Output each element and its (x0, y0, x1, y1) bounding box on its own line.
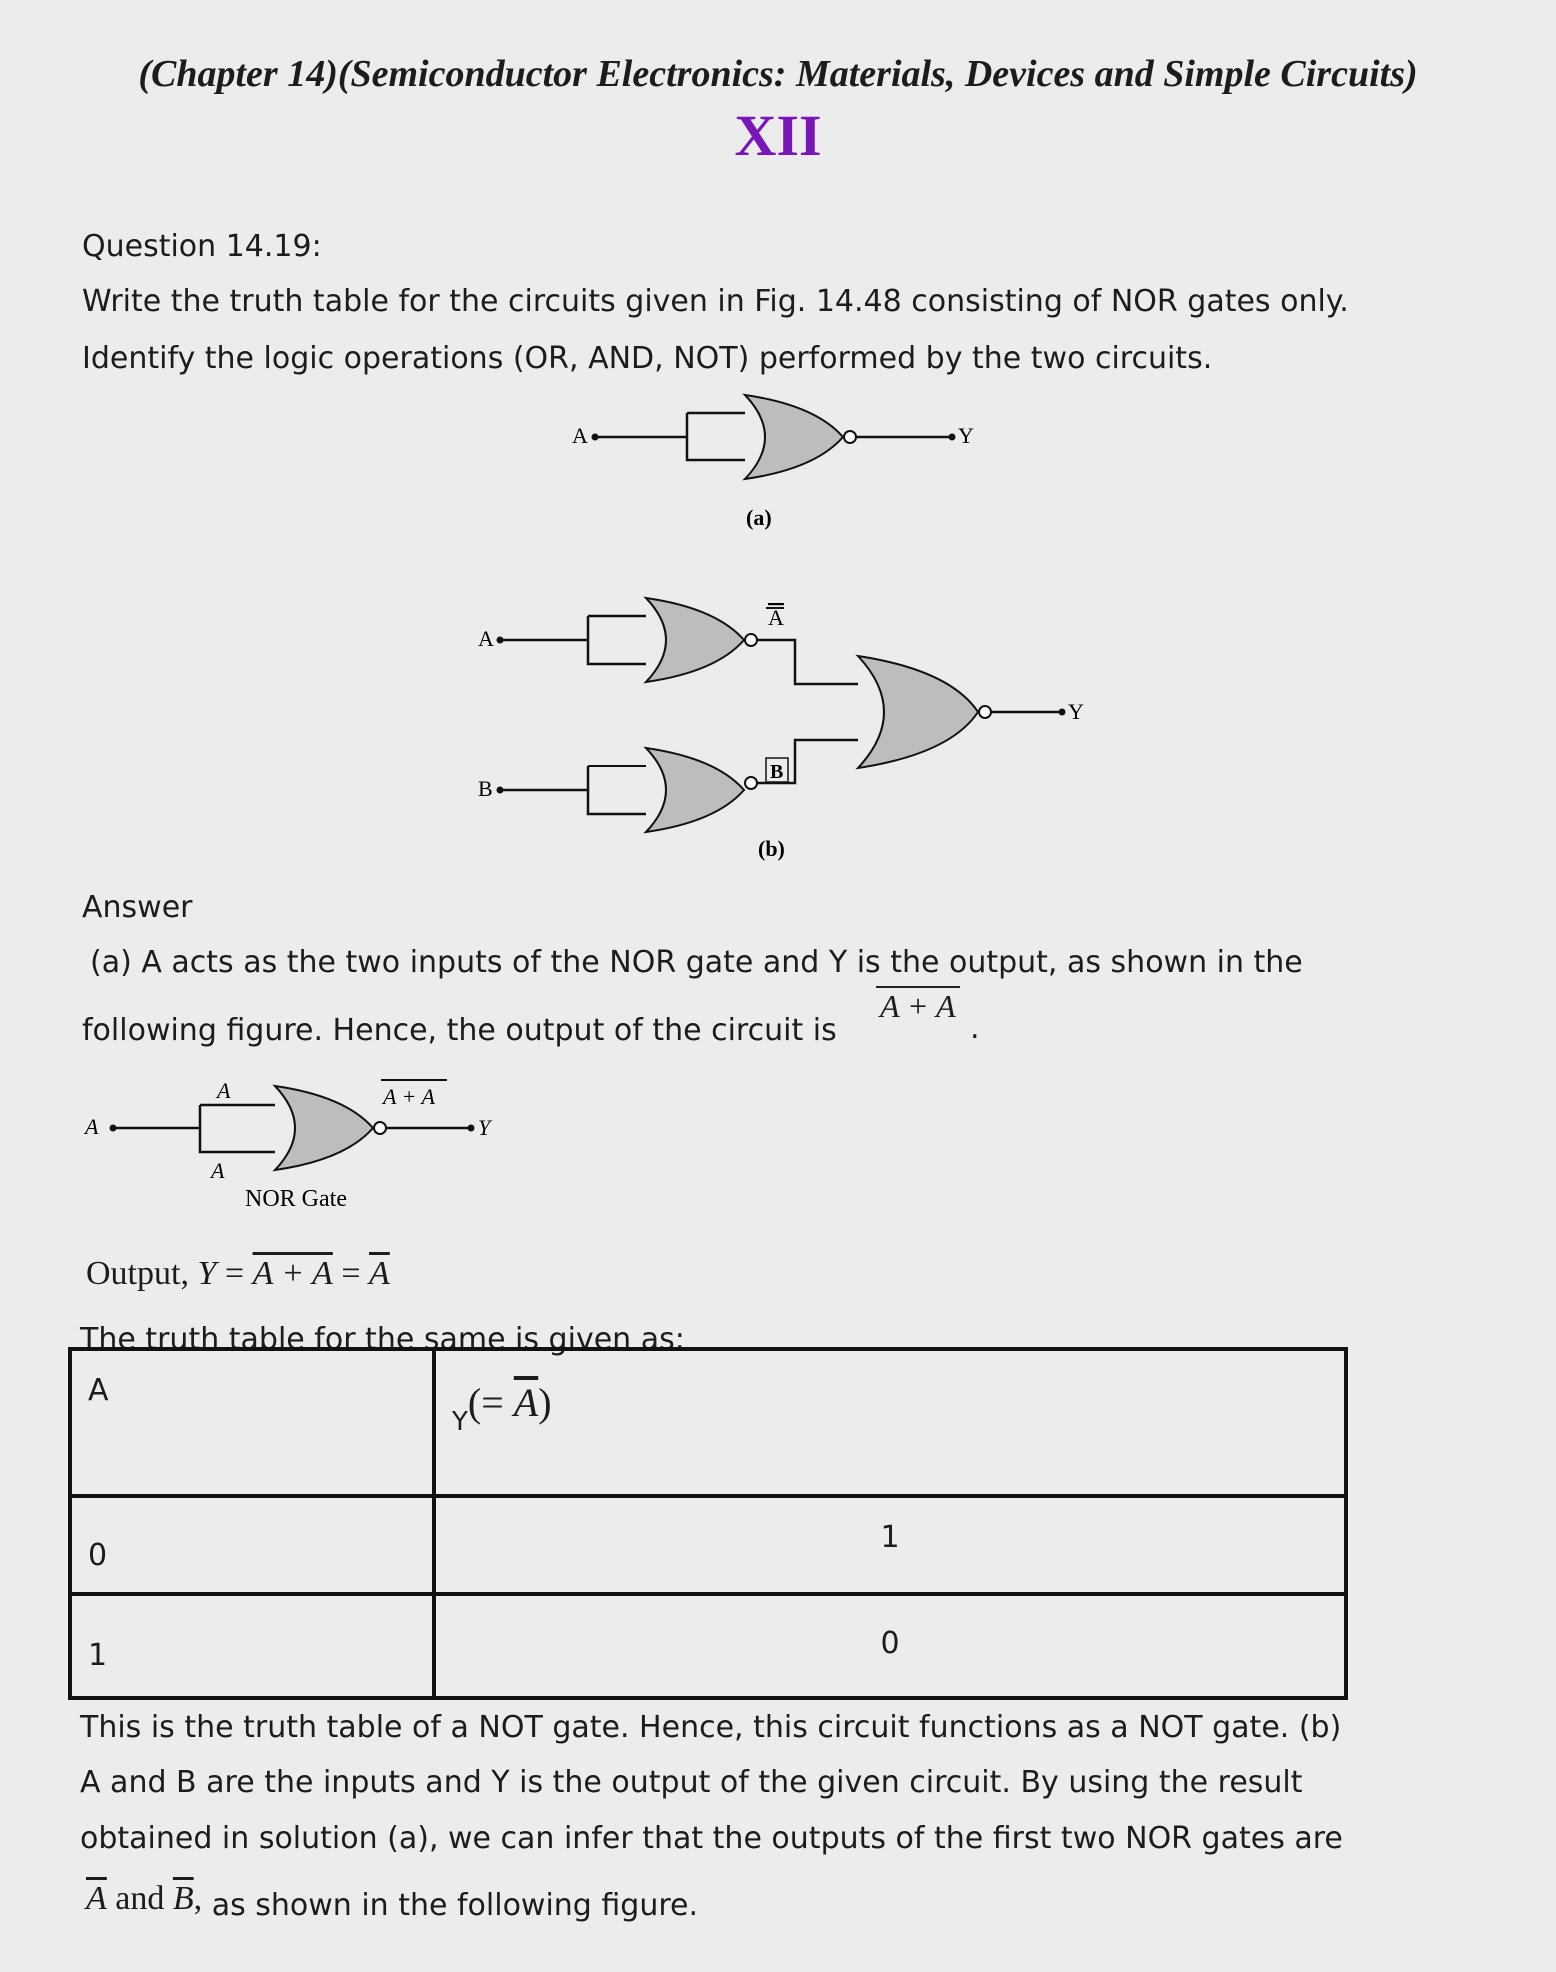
table-row (70, 1496, 1346, 1594)
figure-b-input-b-label: B (478, 776, 493, 801)
answer-line-2: following figure. Hence, the output of the circuit is (82, 1013, 837, 1048)
truth-table-header-row (70, 1349, 1346, 1496)
conclusion-var-b: $\overline{B}$ (172, 1880, 194, 1917)
output-equation-result: $\overline{A}$ (369, 1255, 390, 1292)
header-y-expression (436, 1351, 1344, 1437)
figure-a-output-label: Y (958, 423, 974, 448)
nor-output-expression: A + A (383, 1084, 435, 1109)
header-y-close: ) (538, 1380, 552, 1425)
answer-period: . (970, 1011, 980, 1046)
row-0-a-value: 0 (88, 1538, 108, 1573)
table-cell-y (434, 1594, 1346, 1698)
question-line-1: Write the truth table for the circuits given in Fig. 14.48 consisting of NOR gates only. (82, 284, 1349, 319)
header-y-open: (= (467, 1380, 514, 1425)
truth-table-header-a (70, 1349, 434, 1496)
conclusion-line-2: A and B are the inputs and Y is the output of the given circuit. By using the result (80, 1765, 1303, 1800)
output-equation-prefix: Output, (86, 1255, 198, 1292)
output-equation (86, 1255, 390, 1293)
figure-a-caption: (a) (746, 505, 772, 530)
conclusion-line-3: obtained in solution (a), we can infer that the outputs of the first two NOR gates are (80, 1821, 1343, 1856)
row-1-y-value: 0 (880, 1626, 900, 1661)
header-a-label: A (88, 1373, 109, 1408)
figure-b-nor-circuit (470, 590, 1090, 880)
grade-label: XII (734, 103, 822, 168)
chapter-title: (Chapter 14)(Semiconductor Electronics: Materials, Devices and Simple Circuits) (138, 53, 1418, 95)
figure-b-not-b-label: B (770, 761, 784, 783)
figure-a-input-label: A (572, 423, 588, 448)
answer-line-1: (a) A acts as the two inputs of the NOR gate and Y is the output, as shown in the (90, 945, 1303, 980)
header-y-prefix: Y (452, 1407, 468, 1437)
row-0-y-value: 1 (880, 1520, 900, 1555)
nor-output-label: Y (478, 1115, 491, 1140)
nor-gate-caption: NOR Gate (245, 1186, 347, 1212)
table-cell-y (434, 1496, 1346, 1594)
conclusion-comma: , (193, 1880, 203, 1917)
figure-b-not-a-label: A (768, 605, 784, 630)
question-number: Question 14.19: (82, 229, 322, 264)
conclusion-line-4 (86, 1880, 699, 1923)
truth-table-intro: The truth table for the same is given as: (80, 1322, 685, 1357)
truth-table (68, 1347, 1348, 1700)
output-equation-eq1: = (216, 1255, 253, 1292)
row-1-a-value: 1 (88, 1638, 108, 1673)
figure-a-nor-gate (560, 385, 1020, 545)
output-equation-eq2: = (332, 1255, 370, 1292)
table-row (70, 1594, 1346, 1698)
output-equation-y: Y (197, 1255, 217, 1292)
nor-input-label: A (85, 1114, 99, 1139)
conclusion-var-a: $\overline{A}$ (86, 1880, 107, 1917)
figure-b-output-label: Y (1068, 699, 1084, 724)
table-cell-a (70, 1594, 434, 1698)
truth-table-header-y (434, 1349, 1346, 1496)
conclusion-and: and (106, 1880, 173, 1917)
nor-gate-figure (75, 1068, 515, 1218)
question-line-2: Identify the logic operations (OR, AND, NOT) performed by the two circuits. (82, 341, 1213, 376)
figure-b-input-a-label: A (478, 626, 494, 651)
header-y-var: $\overline{A}$ (513, 1380, 539, 1425)
nor-bottom-input-label: A (211, 1158, 225, 1183)
output-equation-expr: A + A (252, 1255, 333, 1292)
table-cell-a (70, 1496, 434, 1594)
answer-heading: Answer (82, 890, 193, 925)
nor-top-input-label: A (217, 1078, 231, 1103)
figure-b-caption: (b) (758, 836, 785, 861)
conclusion-tail: as shown in the following figure. (202, 1888, 699, 1923)
conclusion-line-1: This is the truth table of a NOT gate. Hence, this circuit functions as a NOT gate. (b) (80, 1710, 1342, 1745)
answer-expression: A + A (876, 986, 960, 1025)
